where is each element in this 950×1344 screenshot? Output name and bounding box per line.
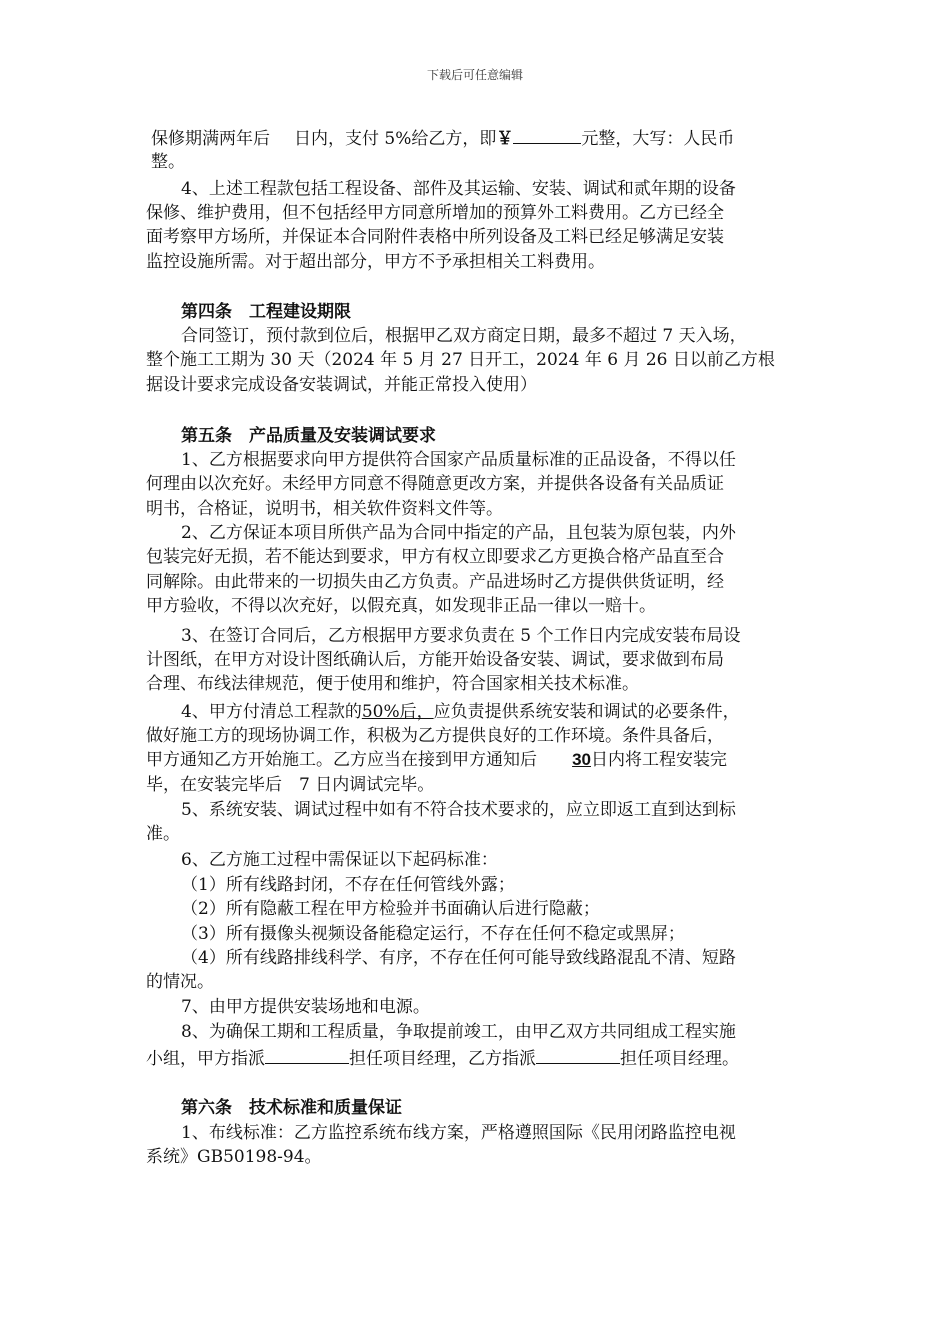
text-line: 1、乙方根据要求向甲方提供符合国家产品质量标准的正品设备，不得以任	[181, 450, 736, 470]
text-line: 的情况。	[146, 972, 214, 992]
text-line: 做好施工方的现场协调工作，积极为乙方提供良好的工作环境。条件具备后，	[146, 726, 724, 746]
text-line: 6、乙方施工过程中需保证以下起码标准：	[181, 850, 498, 870]
manager-blank-a	[265, 1045, 349, 1064]
text-fragment: 小组，甲方指派	[146, 1049, 265, 1069]
text-line: 合同签订，预付款到位后，根据甲乙双方商定日期，最多不超过 7 天入场，	[181, 326, 747, 346]
text-line: 同解除。由此带来的一切损失由乙方负责。产品进场时乙方提供供货证明，经	[146, 572, 724, 592]
text-line: 合理、布线法律规范，便于使用和维护，符合国家相关技术标准。	[146, 674, 639, 694]
text-line: 2、乙方保证本项目所供产品为合同中指定的产品，且包装为原包装，内外	[181, 523, 736, 543]
text-fragment: 担任项目经理。	[620, 1049, 739, 1069]
list-item: （3）所有摄像头视频设备能稳定运行，不存在任何不稳定或黑屏；	[181, 924, 685, 944]
text-fragment: 保修期满两年后	[151, 129, 270, 149]
text-line: 1、布线标准：乙方监控系统布线方案，严格遵照国际《民用闭路监控电视	[181, 1123, 736, 1143]
text-line: 整个施工工期为 30 天（2024 年 5 月 27 日开工，2024 年 6 月 26 日以前乙方根	[146, 350, 775, 370]
text-line: 面考察甲方场所，并保证本合同附件表格中所列设备及工料已经足够满足安装	[146, 227, 724, 247]
warranty-line	[151, 125, 734, 151]
list-item: （2）所有隐蔽工程在甲方检验并书面确认后进行隐蔽；	[181, 899, 600, 919]
days-value: 30	[572, 750, 591, 769]
manager-line	[146, 1045, 739, 1071]
text-line: 整。	[151, 152, 185, 172]
text-line: 毕，在安装完毕后 7 日内调试完毕。	[146, 775, 435, 795]
text-line: 7、由甲方提供安装场地和电源。	[181, 997, 430, 1017]
text-line: 准。	[146, 824, 180, 844]
section-title-4: 第四条 工程建设期限	[181, 302, 351, 322]
text-line: 5、系统安装、调试过程中如有不符合技术要求的，应立即返工直到达到标	[181, 800, 736, 820]
text-line: 监控设施所需。对于超出部分，甲方不予承担相关工料费用。	[146, 252, 605, 272]
text-fragment: 甲方通知乙方开始施工。乙方应当在接到甲方通知后	[146, 750, 537, 770]
text-line: 计图纸，在甲方对设计图纸确认后，方能开始设备安装、调试，要求做到布局	[146, 650, 724, 670]
text-fragment: 日内将工程安装完	[591, 750, 727, 770]
text-line: 保修、维护费用，但不包括经甲方同意所增加的预算外工料费用。乙方已经全	[146, 203, 724, 223]
section-title-5: 第五条 产品质量及安装调试要求	[181, 426, 436, 446]
text-fragment: 4、甲方付清总工程款的	[181, 702, 362, 722]
text-fragment: 应负责提供系统安装和调试的必要条件，	[433, 702, 740, 722]
percent-value: 50%后，	[361, 702, 434, 722]
text-line: 包装完好无损，若不能达到要求，甲方有权立即要求乙方更换合格产品直至合	[146, 547, 724, 567]
text-line: 据设计要求完成设备安装调试，并能正常投入使用）	[146, 375, 537, 395]
notice-line	[146, 748, 727, 772]
text-line: 系统》GB50198-94。	[146, 1147, 322, 1167]
text-line: 甲方验收，不得以次充好，以假充真，如发现非正品一律以一赔十。	[146, 596, 656, 616]
text-fragment: 担任项目经理，乙方指派	[349, 1049, 536, 1069]
yen-symbol: ￥	[496, 129, 514, 148]
list-item: （4）所有线路排线科学、有序，不存在任何可能导致线路混乱不清、短路	[181, 948, 736, 968]
text-line: 4、上述工程款包括工程设备、部件及其运输、安装、调试和贰年期的设备	[181, 179, 736, 199]
manager-blank-b	[536, 1045, 620, 1064]
page-header: 下载后可任意编辑	[426, 68, 523, 82]
text-line: 明书，合格证，说明书，相关软件资料文件等。	[146, 499, 503, 519]
text-line: 8、为确保工期和工程质量，争取提前竣工，由甲乙双方共同组成工程实施	[181, 1022, 736, 1042]
amount-blank	[513, 125, 581, 144]
list-item: （1）所有线路封闭，不存在任何管线外露；	[181, 875, 515, 895]
payment-line	[181, 700, 740, 724]
text-line: 何理由以次充好。未经甲方同意不得随意更改方案，并提供各设备有关品质证	[146, 474, 724, 494]
text-line: 3、在签订合同后，乙方根据甲方要求负责在 5 个工作日内完成安装布局设	[181, 626, 741, 646]
section-title-6: 第六条 技术标准和质量保证	[181, 1098, 402, 1118]
text-fragment: 日内，支付 5%给乙方，即	[294, 129, 497, 149]
text-fragment: 元整，大写：人民币	[581, 129, 735, 149]
